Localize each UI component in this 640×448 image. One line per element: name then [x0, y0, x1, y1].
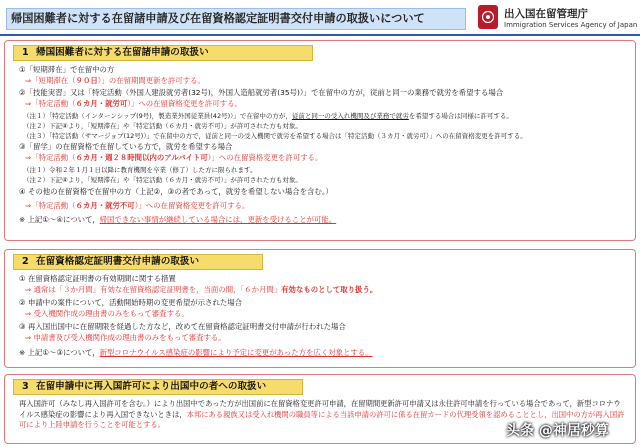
section-1-title: 帰国困難者に対する在留諸申請の取扱い	[36, 47, 209, 58]
s1-item-3-result: ⇒「特定活動（６カ月・週２８時間以内のアルバイト可）」への在留資格変更を許可する。	[25, 153, 323, 162]
s1-item-1: ①「短期滞在」で在留中の方	[19, 65, 115, 74]
s1-note-3: （注３）「特定活動（サマージョブ(12号)）」で在留中の方で，従前と同一の受入機関で就労を希望する場合は「特定活動（３カ月・就労可）」への在留資格変更を許可する。	[23, 132, 527, 140]
s2-item-2-result: ⇒ 受入機関作成の理由書のみをもって審査する。	[25, 309, 189, 318]
section-2-heading	[13, 254, 263, 270]
section-3-heading	[13, 379, 303, 395]
page-header	[0, 0, 640, 36]
s3-paragraph: 再入国許可（みなし再入国許可を含む。）により出国中であった方が出国前に在留資格変更許可申請，在留期間更新許可申請又は永住許可申請を行っている場合であって，新型コロナウイルス感染症の影響により再入国できないときは，本邦にある親族又は受入れ機関の職員等による当該申請の許可に係る在留カードの代理受領を認めることとし，出国中の方が再入国許可により上陸申請を行うことを可能とする。	[19, 399, 625, 429]
s1-item-4: ④ その他の在留資格で在留中の方（上記②，③の者であって，就労を希望しない場合を含む。）	[19, 187, 333, 196]
watermark: 头条 @神居秒算	[506, 423, 609, 439]
section-3-title: 在留申請中に再入国許可により出国中の者への取扱い	[36, 381, 267, 392]
s1-item-2: ②「技能実習」又は「特定活動（外国人建設就労者(32号)，外国人造船就労者(35号)）」で在留中の方が，従前と同一の業務で就労を希望する場合	[19, 88, 504, 97]
s1-note-1: （注１）「特定活動（インターンシップ(9号)，製造業外国従業員(42号)）」で在留中の方が，従前と同一の受入れ機関及び業務で就労を希望する場合は同様に許可する。	[23, 112, 513, 120]
s1-item-1-result: ⇒「短期滞在（９０日）」の在留期間更新を許可する。	[25, 76, 205, 85]
page-title: 帰国困難者に対する在留諸申請及び在留資格認定証明書交付申請の取扱いについて	[6, 8, 466, 30]
section-1-number: 1	[22, 47, 29, 58]
agency-emblem-icon	[478, 5, 498, 29]
s2-item-1-result: ⇒ 通常は「３か月間」有効な在留資格認定証明書を，当面の間，「６か月間」有効なものとして取り扱う。	[25, 285, 378, 294]
s2-item-3: ③ 再入国出国中に在留期限を経過した方など，改めて在留資格認定証明書交付申請が行われた場合	[19, 322, 346, 331]
section-1-heading	[13, 45, 313, 61]
section-2-title: 在留資格認定証明書交付申請の取扱い	[36, 256, 200, 267]
s1-summary: ※ 上記①～④について，帰国できない事情が継続している場合には，更新を受けることが可能。	[19, 215, 337, 224]
s1-item-3: ③「留学」の在留資格で在留している方で，就労を希望する場合	[19, 142, 233, 151]
s1-item-2-result: ⇒「特定活動（６カ月・就労可）」への在留資格変更を許可する。	[25, 99, 242, 108]
header-divider	[0, 34, 640, 36]
s2-item-1: ① 在留資格認定証明書の有効期間に関する措置	[19, 274, 176, 283]
s2-summary: ※ 上記①～③について，新型コロナウイルス感染症の影響により予定に変更があった方を広く対象とする。	[19, 348, 373, 357]
s1-note-5: （注２）下記④より，「短期滞在」や「特定活動（６カ月・就労不可）」が許可された方も対象。	[23, 176, 302, 184]
s1-note-4: （注１）令和２年１月１日以降に教育機関を卒業（修了）した方に限られます。	[23, 166, 257, 174]
s1-note-2: （注２）下記④より，「短期滞在」や「特定活動（６カ月・就労不可）」が許可された方も対象。	[23, 122, 302, 130]
s2-item-2: ② 申請中の案件について，活動開始時期の変更希望が示された場合	[19, 298, 243, 307]
agency-name-jp: 出入国在留管理庁	[504, 8, 588, 20]
section-3-number: 3	[22, 381, 29, 392]
section-2	[4, 249, 636, 368]
section-2-number: 2	[22, 256, 29, 267]
section-1	[4, 40, 636, 241]
s2-item-3-result: ⇒ 申請書及び受入機関作成の理由書のみをもって審査する。	[25, 333, 226, 342]
agency-name-en: Immigration Services Agency of Japan	[504, 21, 638, 29]
s1-item-4-result: ⇒「特定活動（６カ月・就労不可）」への在留資格変更を許可する。	[25, 201, 250, 210]
